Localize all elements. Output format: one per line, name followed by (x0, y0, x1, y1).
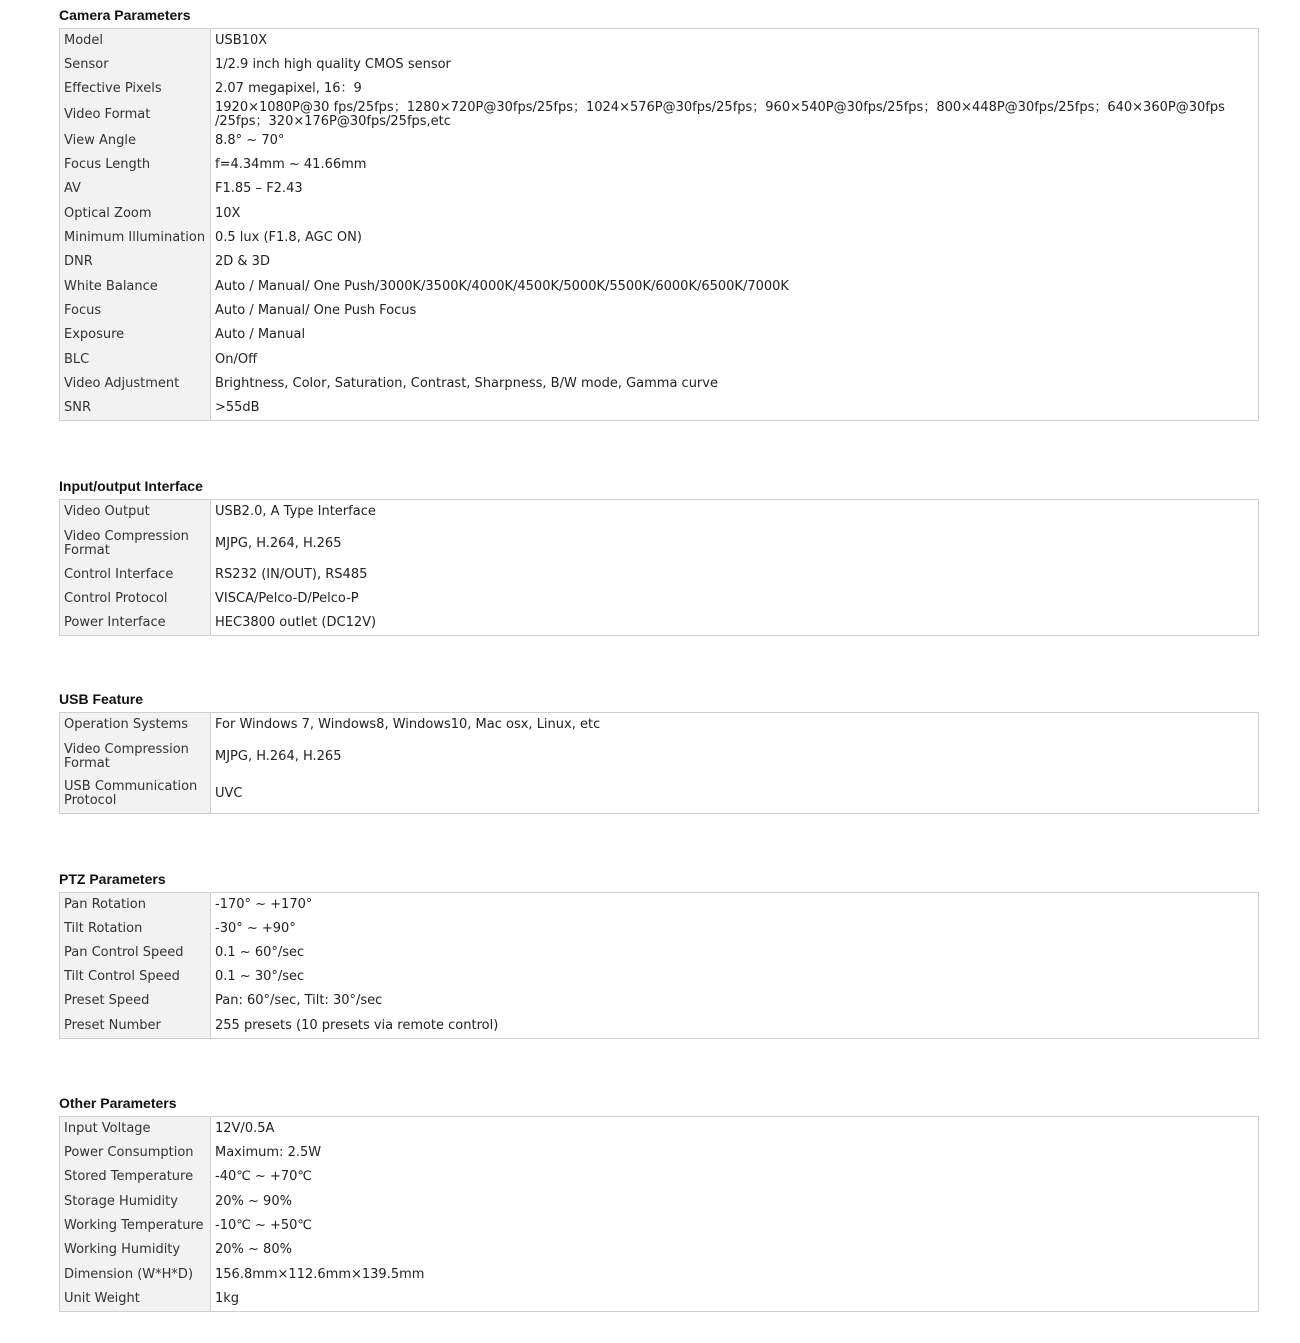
table-row (60, 1238, 1259, 1263)
row-value: 10X (215, 205, 241, 221)
section-other-parameters (59, 1094, 1259, 1312)
row-value: 0.1 ~ 60°/sec (215, 944, 305, 960)
row-label: Video Output (60, 500, 211, 525)
row-label: Preset Speed (60, 989, 211, 1014)
row-label: DNR (60, 250, 211, 275)
row-label: Video Compression Format (60, 525, 211, 563)
table-row (60, 348, 1259, 372)
table-row (60, 525, 1259, 563)
table-row (60, 77, 1259, 101)
row-label: Focus (60, 299, 211, 323)
row-label: Input Voltage (60, 1117, 211, 1141)
row-value: 2.07 megapixel, 16：9 (215, 80, 362, 96)
table-row (60, 177, 1259, 202)
table-row (60, 226, 1259, 250)
row-value: Auto / Manual (215, 327, 306, 342)
table-row (60, 563, 1259, 587)
row-value: f=4.34mm ~ 41.66mm (215, 156, 367, 172)
row-value: 1kg (215, 1290, 240, 1306)
table-row (60, 1214, 1259, 1238)
table-row (60, 396, 1259, 421)
table-row (60, 500, 1259, 525)
row-label: Optical Zoom (60, 202, 211, 226)
row-label: Tilt Control Speed (60, 965, 211, 989)
table-row (60, 965, 1259, 989)
row-label: Working Temperature (60, 1214, 211, 1238)
table-row (60, 776, 1259, 814)
row-label: Effective Pixels (60, 77, 211, 101)
table-row (60, 738, 1259, 776)
row-value: 12V/0.5A (215, 1120, 275, 1136)
row-label: USB Communication Protocol (60, 776, 211, 814)
row-label: Storage Humidity (60, 1190, 211, 1214)
row-value: Pan: 60°/sec, Tilt: 30°/sec (215, 993, 383, 1008)
section-input-output-interface (59, 477, 1259, 636)
table-row (60, 153, 1259, 177)
row-label: Minimum Illumination (60, 226, 211, 250)
table-row (60, 1263, 1259, 1287)
row-value: MJPG, H.264, H.265 (215, 748, 342, 764)
row-label: Unit Weight (60, 1287, 211, 1312)
spec-table (59, 28, 1259, 421)
row-label: Preset Number (60, 1014, 211, 1039)
row-value: For Windows 7, Windows8, Windows10, Mac osx, Linux, etc (215, 717, 601, 733)
row-value: RS232 (IN/OUT), RS485 (215, 566, 368, 582)
row-value: Auto / Manual/ One Push/3000K/3500K/4000K/4500K/5000K/5500K/6000K/6500K/7000K (215, 278, 789, 294)
table-row (60, 129, 1259, 153)
table-row (60, 713, 1259, 738)
row-label: Pan Rotation (60, 893, 211, 917)
row-label: Model (60, 29, 211, 53)
table-row (60, 275, 1259, 299)
row-value: USB2.0, A Type Interface (215, 504, 376, 520)
row-label: BLC (60, 348, 211, 372)
row-value: HEC3800 outlet (DC12V) (215, 614, 377, 630)
row-value: 0.1 ~ 30°/sec (215, 968, 305, 984)
row-value: 156.8mm×112.6mm×139.5mm (215, 1266, 425, 1282)
section-title: Camera Parameters (59, 7, 191, 23)
row-value: 1/2.9 inch high quality CMOS sensor (215, 56, 451, 72)
row-label: Video Adjustment (60, 372, 211, 396)
table-row (60, 202, 1259, 226)
spec-table (59, 1116, 1259, 1312)
row-value: 255 presets (10 presets via remote control) (215, 1017, 499, 1033)
section-title: PTZ Parameters (59, 871, 166, 887)
row-value: 20% ~ 90% (215, 1193, 292, 1209)
row-label: Dimension (W*H*D) (60, 1263, 211, 1287)
row-value: Auto / Manual/ One Push Focus (215, 302, 417, 318)
row-value: -30° ~ +90° (215, 920, 296, 936)
row-value: VISCA/Pelco-D/Pelco-P (215, 590, 359, 606)
table-row (60, 299, 1259, 323)
row-label: Sensor (60, 53, 211, 77)
row-label: Control Protocol (60, 587, 211, 611)
row-label: SNR (60, 396, 211, 421)
section-title: Other Parameters (59, 1095, 177, 1111)
table-row (60, 53, 1259, 77)
row-value: F1.85 – F2.43 (215, 181, 303, 196)
row-label: Video Compression Format (60, 738, 211, 776)
section-ptz-parameters (59, 870, 1259, 1039)
row-label: Exposure (60, 323, 211, 348)
row-label: Power Consumption (60, 1141, 211, 1165)
table-row (60, 1190, 1259, 1214)
spec-table (59, 892, 1259, 1039)
row-value: Brightness, Color, Saturation, Contrast, Sharpness, B/W mode, Gamma curve (215, 375, 718, 391)
row-value: -10℃ ~ +50℃ (215, 1217, 313, 1233)
row-label: AV (60, 177, 211, 202)
row-value: -170° ~ +170° (215, 896, 313, 912)
section-camera-parameters (59, 6, 1259, 421)
table-row (60, 1141, 1259, 1165)
row-label: Working Humidity (60, 1238, 211, 1263)
table-row (60, 1165, 1259, 1190)
spec-table (59, 499, 1259, 636)
table-row (60, 29, 1259, 53)
row-label: Stored Temperature (60, 1165, 211, 1190)
row-label: View Angle (60, 129, 211, 153)
table-row (60, 372, 1259, 396)
row-label: Focus Length (60, 153, 211, 177)
row-value: MJPG, H.264, H.265 (215, 535, 342, 551)
row-value: 0.5 lux (F1.8, AGC ON) (215, 229, 362, 245)
row-value: UVC (215, 786, 243, 802)
row-value: Maximum: 2.5W (215, 1144, 322, 1160)
table-row (60, 989, 1259, 1014)
row-label: Operation Systems (60, 713, 211, 738)
section-title: Input/output Interface (59, 478, 203, 494)
table-row (60, 611, 1259, 636)
section-usb-feature (59, 690, 1259, 814)
table-row (60, 323, 1259, 348)
row-value: 1920×1080P@30 fps/25fps；1280×720P@30fps/25fps；1024×576P@30fps/25fps；960×540P@30fps/25fps；800×448P@30fps/25fps；640×360P@30fps /25fps；320×176P@30fps/25fps,etc (215, 99, 1225, 129)
table-row (60, 941, 1259, 965)
row-label: Power Interface (60, 611, 211, 636)
row-label: Pan Control Speed (60, 941, 211, 965)
row-value: USB10X (215, 32, 268, 48)
row-value: 2D & 3D (215, 254, 270, 269)
table-row (60, 250, 1259, 275)
row-label: Video Format (60, 101, 211, 129)
table-row (60, 893, 1259, 917)
table-row (60, 1014, 1259, 1039)
table-row (60, 101, 1259, 129)
row-value: On/Off (215, 351, 258, 367)
row-label: Control Interface (60, 563, 211, 587)
table-row (60, 587, 1259, 611)
table-row (60, 917, 1259, 941)
row-value: -40℃ ~ +70℃ (215, 1169, 313, 1184)
row-value: >55dB (215, 399, 260, 415)
row-label: White Balance (60, 275, 211, 299)
row-label: Tilt Rotation (60, 917, 211, 941)
table-row (60, 1287, 1259, 1312)
spec-table (59, 712, 1259, 814)
row-value: 8.8° ~ 70° (215, 132, 285, 148)
table-row (60, 1117, 1259, 1141)
row-value: 20% ~ 80% (215, 1242, 292, 1257)
section-title: USB Feature (59, 691, 144, 707)
